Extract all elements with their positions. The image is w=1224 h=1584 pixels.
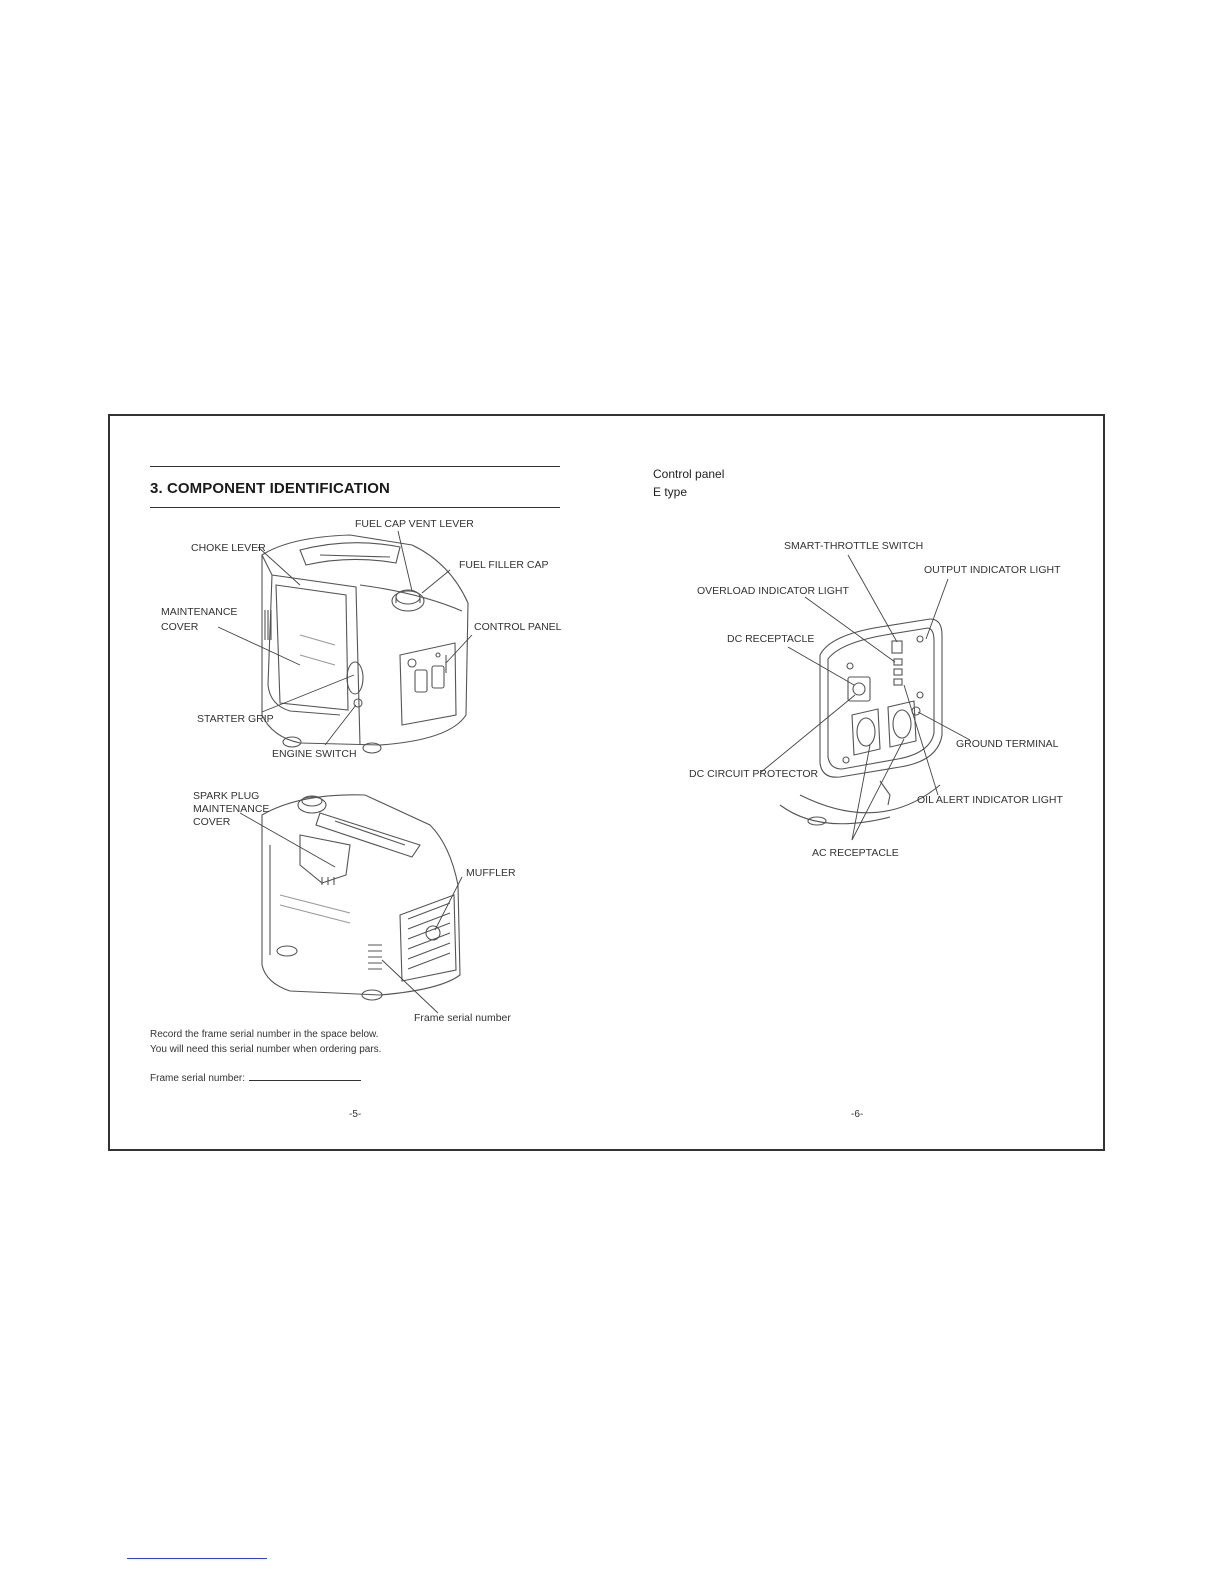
label-starter-grip: STARTER GRIP: [197, 713, 274, 725]
title-rule-bottom: [150, 507, 560, 508]
serial-note-line2: You will need this serial number when ordering pars.: [150, 1044, 382, 1055]
control-panel-illustration: [680, 535, 1080, 855]
serial-note-line1: Record the frame serial number in the space below.: [150, 1029, 379, 1040]
label-choke-lever: CHOKE LEVER: [191, 542, 266, 554]
label-spark-plug-3: COVER: [193, 816, 231, 828]
label-fuel-filler-cap: FUEL FILLER CAP: [459, 559, 549, 571]
serial-field-label: Frame serial number:: [150, 1073, 246, 1084]
label-control-panel: CONTROL PANEL: [474, 621, 562, 633]
serial-field-line: [249, 1071, 361, 1081]
label-smart-throttle-switch: SMART-THROTTLE SWITCH: [784, 540, 924, 552]
label-fuel-cap-vent-lever: FUEL CAP VENT LEVER: [355, 518, 474, 530]
label-ac-receptacle: AC RECEPTACLE: [812, 847, 899, 859]
page-number-left: -5-: [349, 1109, 362, 1120]
label-dc-circuit-protector: DC CIRCUIT PROTECTOR: [689, 768, 819, 780]
label-maintenance-cover-2: COVER: [161, 621, 199, 633]
serial-field: [150, 1071, 361, 1086]
page-number-right: -6-: [851, 1109, 864, 1120]
label-engine-switch: ENGINE SWITCH: [272, 748, 357, 760]
control-panel-caption: Control panel: [653, 467, 725, 481]
label-overload-indicator-light: OVERLOAD INDICATOR LIGHT: [697, 585, 849, 597]
footer-link-underline: [127, 1558, 267, 1559]
label-dc-receptacle: DC RECEPTACLE: [727, 633, 815, 645]
section-title: 3. COMPONENT IDENTIFICATION: [150, 480, 390, 497]
label-output-indicator-light: OUTPUT INDICATOR LIGHT: [924, 564, 1061, 576]
title-rule-top: [150, 466, 560, 467]
label-spark-plug-2: MAINTENANCE: [193, 803, 270, 815]
label-frame-serial: Frame serial number: [414, 1012, 511, 1024]
label-spark-plug-1: SPARK PLUG: [193, 790, 260, 802]
label-muffler: MUFFLER: [466, 867, 516, 879]
label-maintenance-cover-1: MAINTENANCE: [161, 606, 238, 618]
control-panel-type: E type: [653, 485, 688, 499]
label-ground-terminal: GROUND TERMINAL: [956, 738, 1059, 750]
label-oil-alert-indicator-light: OIL ALERT INDICATOR LIGHT: [917, 794, 1063, 806]
